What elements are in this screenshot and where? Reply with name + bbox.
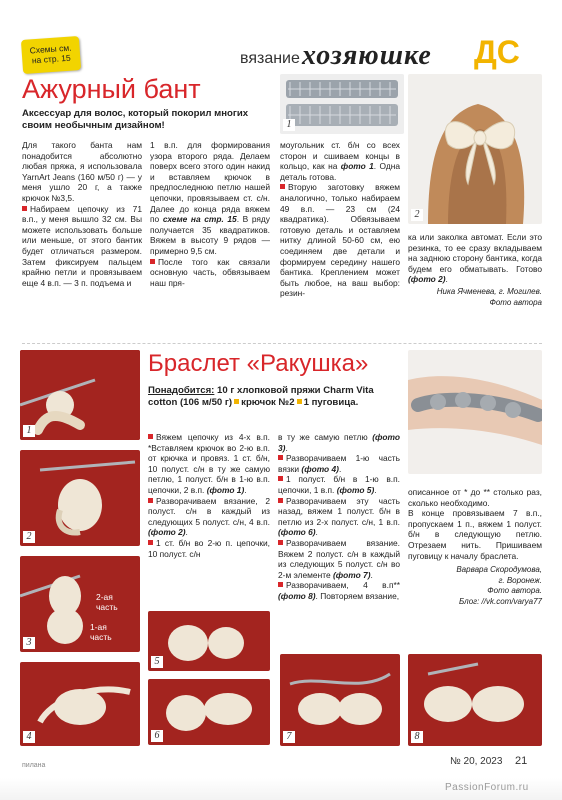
article1-column-2 [150,140,270,288]
article2-column-1 [148,432,270,559]
crochet-step-image [280,654,400,746]
paragraph: ка или заколка автомат. Если это резинка, то ее сразу вкладываем на заднюю сторону бантика, когда будем его обматывать. Готово (фото 2). [408,232,542,285]
bullet-icon [148,434,153,439]
photo-number: 4 [23,731,35,743]
photo-number: 7 [283,731,295,743]
crochet-step-image [148,679,270,745]
paragraph: описанное от * до ** столько раз, сколько необходимо. [408,487,542,508]
crochet-blanks-image [280,74,404,134]
paragraph: Вторую заготовку вяжем аналогично, только набираем 49 в.п. — 23 см (24 квадратика). Обвязываем готовую деталь и оставляем нитку длиной 50-60 см, ею соединяем две детали и формируем середину нашего бантика. Креплением может быть любое, на ваш выбор: резин- [280,182,400,299]
paragraph: В конце провязываем 7 в.п., пропускаем 1 п., вяжем 1 полуст. б/н в следующую петлю. Отрезаем нить. Пришиваем пуговицу к началу браслета. [408,508,542,561]
bullet-icon [278,540,283,545]
photo-number: 5 [151,656,163,668]
step-paragraph: 1 полуст. б/н в 1-ю в.п. цепочки, 1 в.п. (фото 5). [278,474,400,495]
step-photo-8 [408,654,542,746]
paragraph: моугольник ст. б/н со всех сторон и сшиваем концы в кольцо, как на фото 1. Одна деталь готова. [280,140,401,182]
photo-number: 1 [283,119,295,131]
photo-number: 8 [411,731,423,743]
photo-credit: Фото автора. [487,586,542,596]
schemes-badge [21,36,81,74]
step-paragraph: Вяжем цепочку из 4-х в.п. *Вставляем крючок во 2-ю в.п. от крючка и провяз. 1 ст. б/н, 10 полуст. с/н в ту же самую петлю, 1 полуст. б/н в 1-ю в.п. цепочки, 2 в.п. (фото 1). [148,432,270,495]
crochet-step-image [20,662,140,746]
author-city: г. Воронеж. [498,575,542,585]
bullet-icon [150,259,155,264]
crochet-step-image [20,450,140,546]
bullet-icon [278,455,283,460]
step-photo-2 [20,450,140,546]
paragraph: 1 в.п. для формирования узора второго ряда. Делаем поверх всего этого один накид и вставляем крючок в предпоследнюю петлю нашей цепочки, провязываем ст. с/н. Далее до конца ряда вяжем по схеме на стр. 15. В ряду получается 35 квадратиков. Вяжем в высоту 9 рядов — примерно 9,5 см. [150,140,270,256]
step-paragraph: Разворачиваем, 4 в.п** (фото 8). Повторяем вязание, [278,580,400,601]
step-photo-3 [20,556,140,652]
photo-reference: (фото 3) [278,432,400,453]
author: Варвара Скородумова, [456,565,542,575]
photo-label-part2: 2-ая часть [96,592,118,612]
page-number: 21 [515,755,528,767]
photo-girl-with-bow [408,74,542,224]
bullet-icon [278,476,283,481]
article-title: Ажурный бант [22,74,201,104]
schemes-badge-text: Схемы см. на стр. 15 [29,42,72,66]
photo-number: 3 [23,637,35,649]
bullet-icon [148,540,153,545]
photo-reference: (фото 1) [206,484,245,495]
photo-reference: (фото 4) [301,463,339,474]
watermark-text: PassionForum.ru [445,782,529,793]
step-photo-7 [280,654,400,746]
step-paragraph: Разворачиваем вязание. Вяжем 2 полуст. с/н в каждый из следующих 5 полуст. с/н во 2-м элементе (фото 7). [278,537,400,580]
photo-bracelet [408,350,542,474]
bullet-icon [234,399,239,404]
bullet-icon [278,498,283,503]
article-title: Браслет «Ракушка» [148,350,369,377]
article1-column-3 [280,140,400,299]
girl-with-bow-image [408,74,542,224]
step-photo-1 [20,350,140,440]
step-paragraph: Разворачиваем 1-ю часть вязки (фото 4). [278,453,400,474]
bullet-icon [278,582,283,587]
section-label: вязание [240,50,300,67]
photo-number: 2 [23,531,35,543]
bullet-icon [22,206,27,211]
photo-number: 2 [411,209,423,221]
photo-number: 1 [23,425,35,437]
scheme-reference: схеме на стр. 15 [162,214,237,225]
crochet-step-image [20,350,140,440]
bullet-icon [148,498,153,503]
paragraph: Для такого банта нам понадобится абсолютно любая пряжа, я использовала YarnArt Jeans (160 м/50 г) — у меня ушло 20 г, а также крючок №3,5. [22,140,142,203]
article1-column-4 [408,232,542,308]
photo-label-part1: 1-ая часть [90,622,112,642]
issue-number: № 20, 2023 [450,756,503,767]
photo-credit: Фото автора [489,297,542,307]
article2-column-2 [278,432,400,602]
photo-reference: (фото 5) [336,484,375,495]
step-paragraph: в ту же самую петлю (фото 3). [278,432,400,453]
photo-number: 6 [151,730,163,742]
bracelet-on-wrist-image [408,350,542,474]
author: Ника Ячменева, г. Могилев. [436,286,542,296]
divider [22,343,542,344]
paragraph: Набираем цепочку из 71 в.п., у меня вышло 32 см. Вы можете использовать больше или меньше, от этого бантик будет отличаться размером. Затем фиксируем пальцем крайню петли и провязываем еще 4 в.п. — 3 п. подъема и [22,203,142,288]
article-lead: Аксессуар для волос, который покорил многих своим необычным дизайном! [22,108,249,131]
crochet-step-image [408,654,542,746]
photo-reference: (фото 7) [332,569,371,580]
step-paragraph: Разворачиваем вязание, 2 полуст. с/н в каждый из следующих 5 полуст. с/н, 4 в.п. (фото 2). [148,495,270,538]
magazine-ds: ДС [474,34,520,70]
step-photo-4 [20,662,140,746]
magazine-title: хозяюшке [302,40,432,71]
paragraph: После того как связали основную часть, обвязываем наш пря- [150,256,270,288]
blog-link[interactable]: Блог: //vk.com/varya77 [458,596,542,606]
step-paragraph: Разворачиваем эту часть назад, вяжем 1 полуст. б/н в петлю из 2-х полуст. с/н, 1 в.п. (фото 6). [278,495,400,538]
materials-needed: Понадобится: 10 г хлопковой пряжи Charm Vita cotton (106 м/50 г) крючок №2 1 пуговица. [148,385,374,408]
bullet-icon [297,399,302,404]
footer-publisher: пилана [22,762,46,769]
bullet-icon [280,184,285,189]
article2-column-3 [408,487,542,608]
photo-reference: (фото 6) [278,527,316,538]
article1-column-1 [22,140,142,288]
crochet-step-image [148,611,270,671]
step-photo-5 [148,611,270,671]
step-paragraph: 1 ст. б/н во 2-ю п. цепочки, 10 полуст. с/н [148,537,270,559]
photo-reference: (фото 8) [278,590,316,601]
photo-bow-blanks [280,74,404,134]
photo-reference: (фото 2) [148,527,186,538]
step-photo-6 [148,679,270,745]
